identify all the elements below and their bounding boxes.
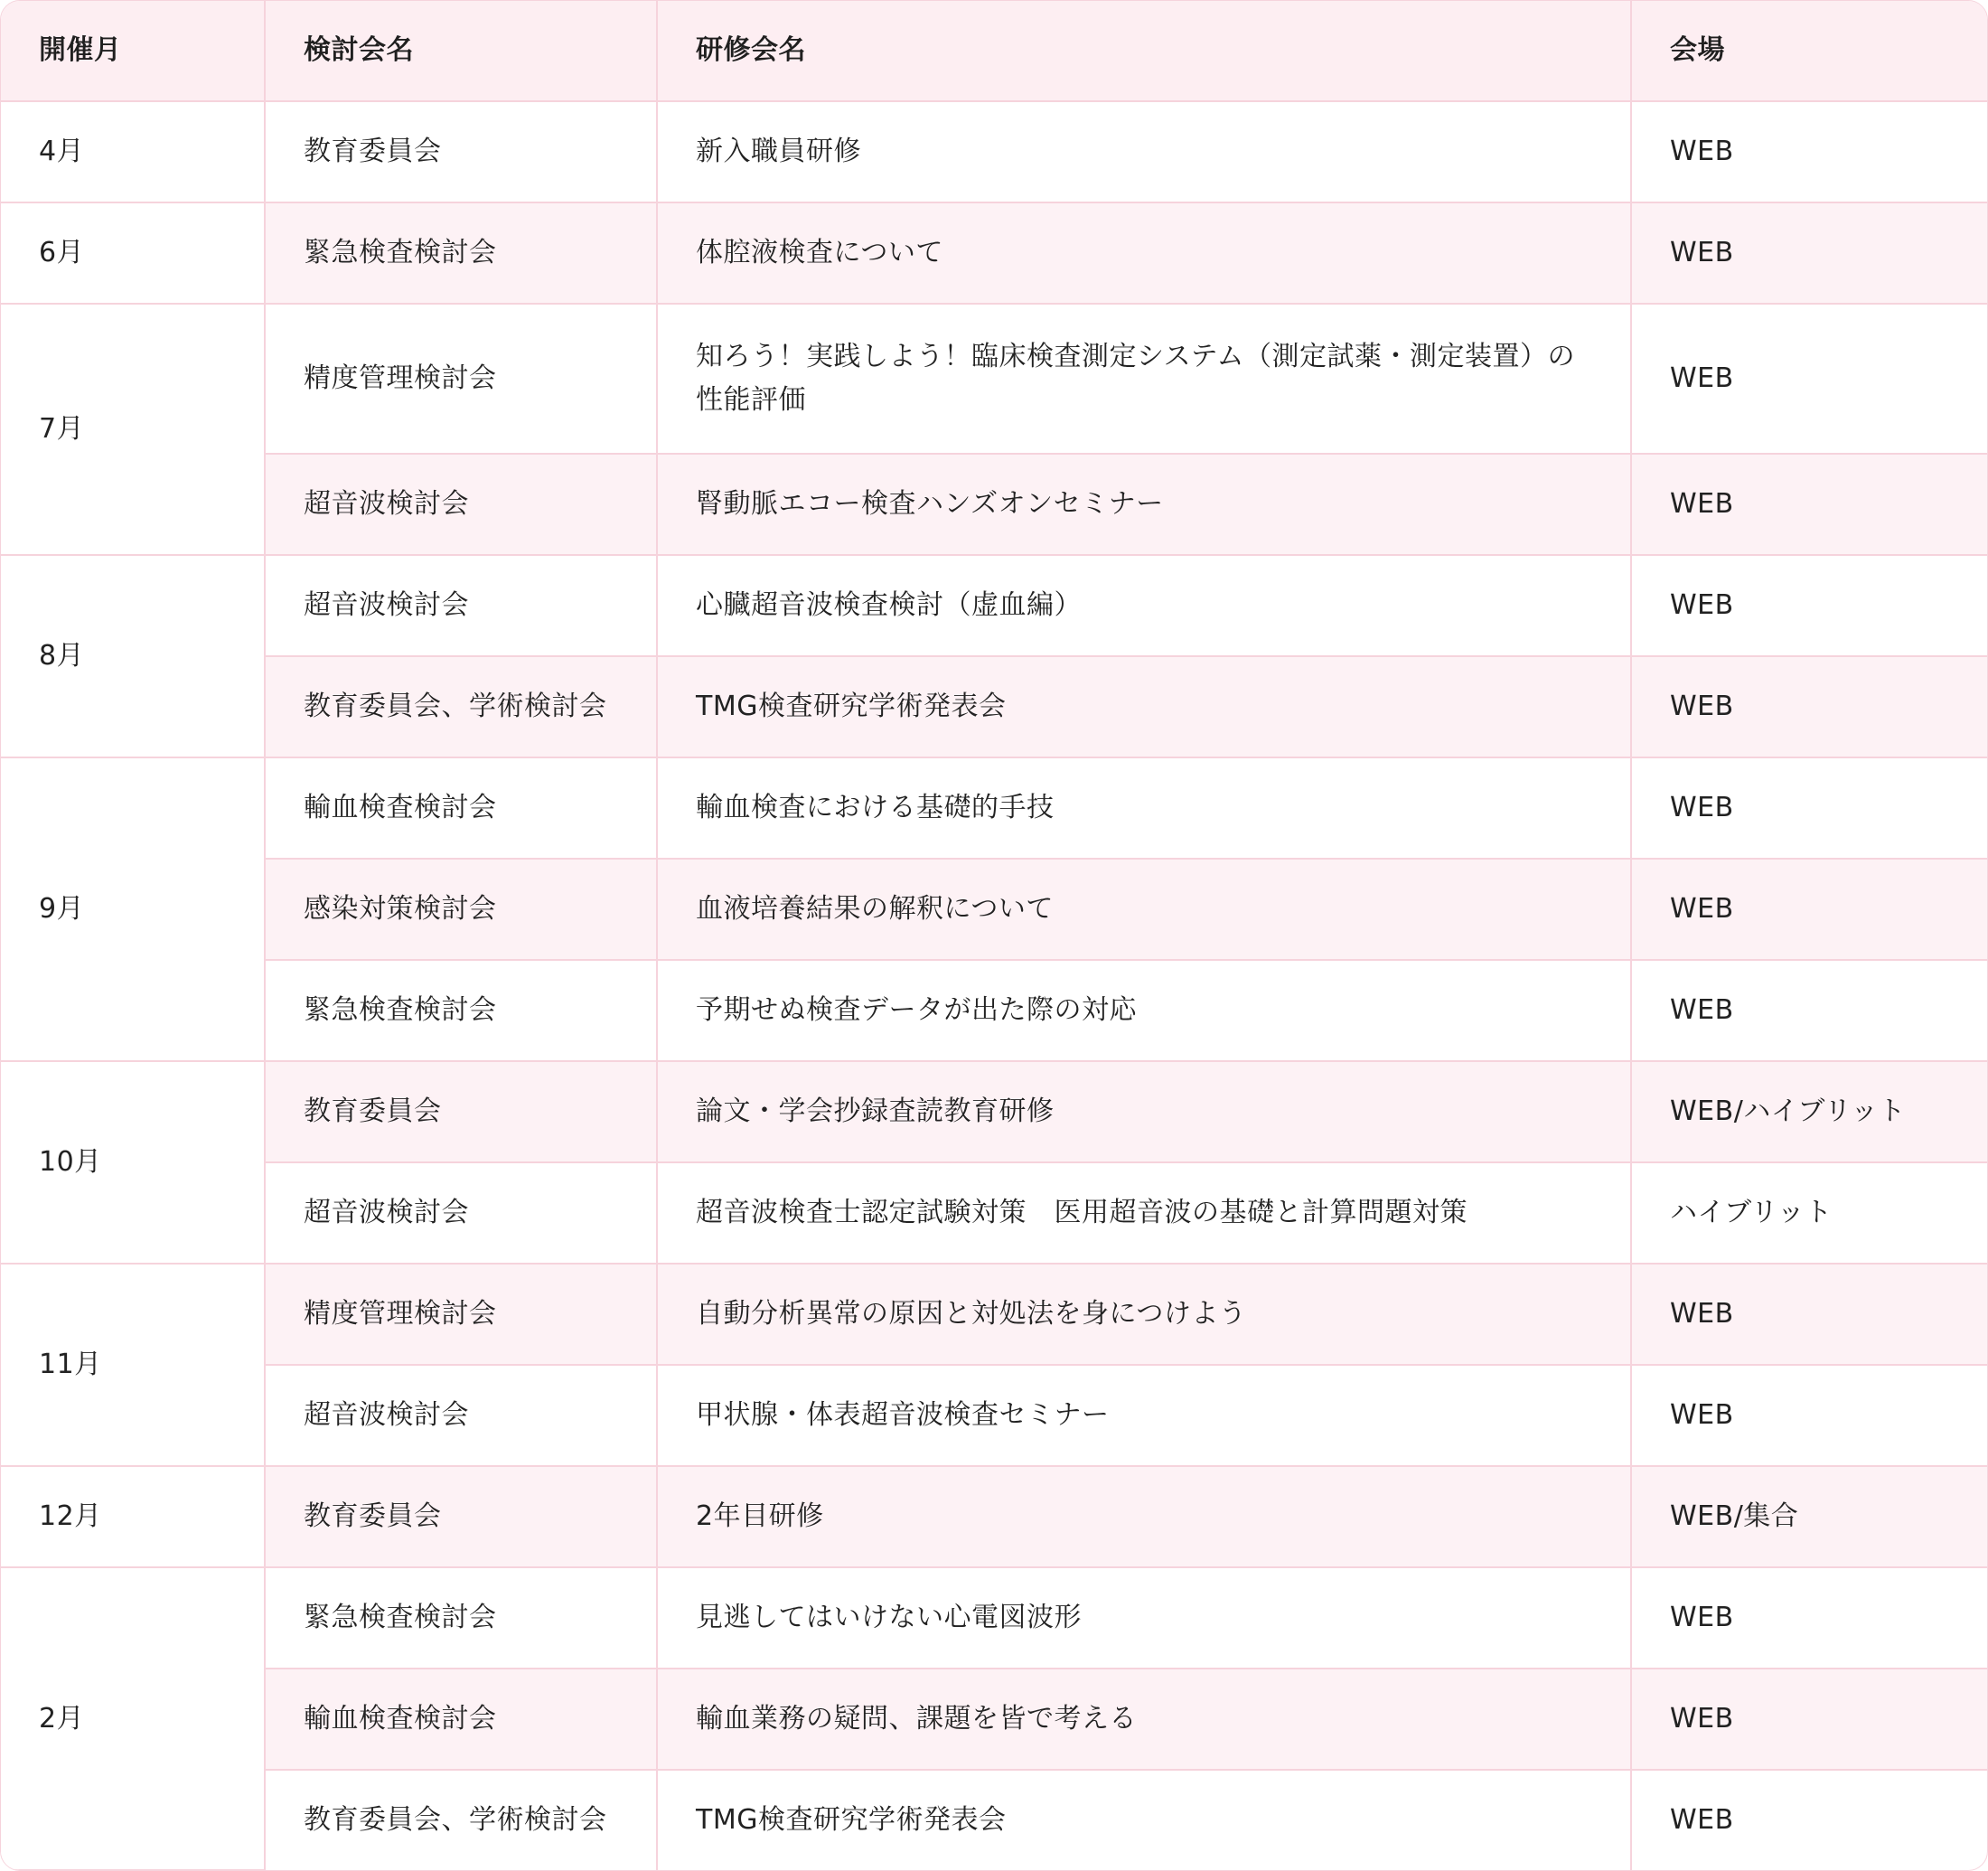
header-venue: 会場 <box>1631 1 1987 101</box>
month-cell: 9月 <box>1 757 265 1061</box>
committee-cell: 教育委員会 <box>265 1466 657 1567</box>
venue-cell: WEB <box>1631 1567 1987 1669</box>
training-title-cell: 輸血検査における基礎的手技 <box>657 757 1631 859</box>
venue-cell: WEB <box>1631 101 1987 202</box>
table-row <box>1 656 1987 757</box>
table-row <box>1 1061 1987 1162</box>
venue-cell: WEB/ハイブリット <box>1631 1061 1987 1162</box>
committee-cell: 感染対策検討会 <box>265 859 657 960</box>
month-cell: 2月 <box>1 1567 265 1870</box>
venue-cell: WEB <box>1631 1365 1987 1466</box>
venue-cell: WEB <box>1631 304 1987 454</box>
header-month: 開催月 <box>1 1 265 101</box>
committee-cell: 緊急検査検討会 <box>265 1567 657 1669</box>
training-schedule-table <box>1 1 1987 1871</box>
table-row <box>1 1567 1987 1669</box>
venue-cell: WEB <box>1631 1264 1987 1365</box>
month-cell: 10月 <box>1 1061 265 1264</box>
venue-cell: ハイブリット <box>1631 1162 1987 1264</box>
committee-cell: 教育委員会、学術検討会 <box>265 656 657 757</box>
table-row <box>1 757 1987 859</box>
training-title-cell: TMG検査研究学術発表会 <box>657 656 1631 757</box>
table-body <box>1 101 1987 1870</box>
training-title-cell: 知ろう！実践しよう！臨床検査測定システム（測定試薬・測定装置）の性能評価 <box>657 304 1631 454</box>
committee-cell: 教育委員会 <box>265 101 657 202</box>
table-row <box>1 1770 1987 1870</box>
training-title-cell: 予期せぬ検査データが出た際の対応 <box>657 960 1631 1061</box>
month-cell: 7月 <box>1 304 265 555</box>
table-row <box>1 101 1987 202</box>
venue-cell: WEB <box>1631 202 1987 304</box>
venue-cell: WEB <box>1631 859 1987 960</box>
training-title-cell: 輸血業務の疑問、課題を皆で考える <box>657 1669 1631 1770</box>
table-header <box>1 1 1987 101</box>
month-cell: 11月 <box>1 1264 265 1466</box>
venue-cell: WEB <box>1631 555 1987 656</box>
training-title-cell: 甲状腺・体表超音波検査セミナー <box>657 1365 1631 1466</box>
training-title-cell: 見逃してはいけない心電図波形 <box>657 1567 1631 1669</box>
table-row <box>1 859 1987 960</box>
venue-cell: WEB <box>1631 960 1987 1061</box>
table-row <box>1 1365 1987 1466</box>
training-title-cell: 論文・学会抄録査読教育研修 <box>657 1061 1631 1162</box>
committee-cell: 超音波検討会 <box>265 1162 657 1264</box>
table-row <box>1 454 1987 555</box>
table-row <box>1 1669 1987 1770</box>
committee-cell: 輸血検査検討会 <box>265 1669 657 1770</box>
committee-cell: 教育委員会 <box>265 1061 657 1162</box>
committee-cell: 精度管理検討会 <box>265 1264 657 1365</box>
header-training-title: 研修会名 <box>657 1 1631 101</box>
table-row <box>1 202 1987 304</box>
table-row <box>1 1264 1987 1365</box>
committee-cell: 精度管理検討会 <box>265 304 657 454</box>
committee-cell: 緊急検査検討会 <box>265 960 657 1061</box>
training-title-cell: 血液培養結果の解釈について <box>657 859 1631 960</box>
venue-cell: WEB <box>1670 1804 1734 1836</box>
training-title-cell: TMG検査研究学術発表会 <box>657 1770 1631 1870</box>
header-committee: 検討会名 <box>265 1 657 101</box>
training-title-cell: 超音波検査士認定試験対策 医用超音波の基礎と計算問題対策 <box>657 1162 1631 1264</box>
committee-cell: 超音波検討会 <box>265 1365 657 1466</box>
month-cell: 4月 <box>1 101 265 202</box>
training-title-cell: 新入職員研修 <box>657 101 1631 202</box>
training-title-cell: 心臓超音波検査検討（虚血編） <box>657 555 1631 656</box>
training-title-cell: 腎動脈エコー検査ハンズオンセミナー <box>657 454 1631 555</box>
venue-cell: WEB <box>1631 656 1987 757</box>
venue-cell: WEB/集合 <box>1631 1466 1987 1567</box>
training-title-cell: 体腔液検査について <box>657 202 1631 304</box>
venue-cell: WEB <box>1631 454 1987 555</box>
training-title-cell: 自動分析異常の原因と対処法を身につけよう <box>657 1264 1631 1365</box>
month-cell: 12月 <box>1 1466 265 1567</box>
month-cell: 6月 <box>1 202 265 304</box>
table-row <box>1 1162 1987 1264</box>
venue-cell: WEB <box>1631 1669 1987 1770</box>
header-row <box>1 1 1987 101</box>
committee-cell: 超音波検討会 <box>265 555 657 656</box>
table-row <box>1 304 1987 454</box>
table-row <box>1 1466 1987 1567</box>
committee-cell: 緊急検査検討会 <box>265 202 657 304</box>
table-row <box>1 960 1987 1061</box>
venue-cell: WEB <box>1631 757 1987 859</box>
committee-cell: 教育委員会、学術検討会 <box>265 1770 657 1870</box>
committee-cell: 超音波検討会 <box>265 454 657 555</box>
table-row <box>1 555 1987 656</box>
committee-cell: 輸血検査検討会 <box>265 757 657 859</box>
training-title-cell: 2年目研修 <box>657 1466 1631 1567</box>
month-cell: 8月 <box>1 555 265 757</box>
